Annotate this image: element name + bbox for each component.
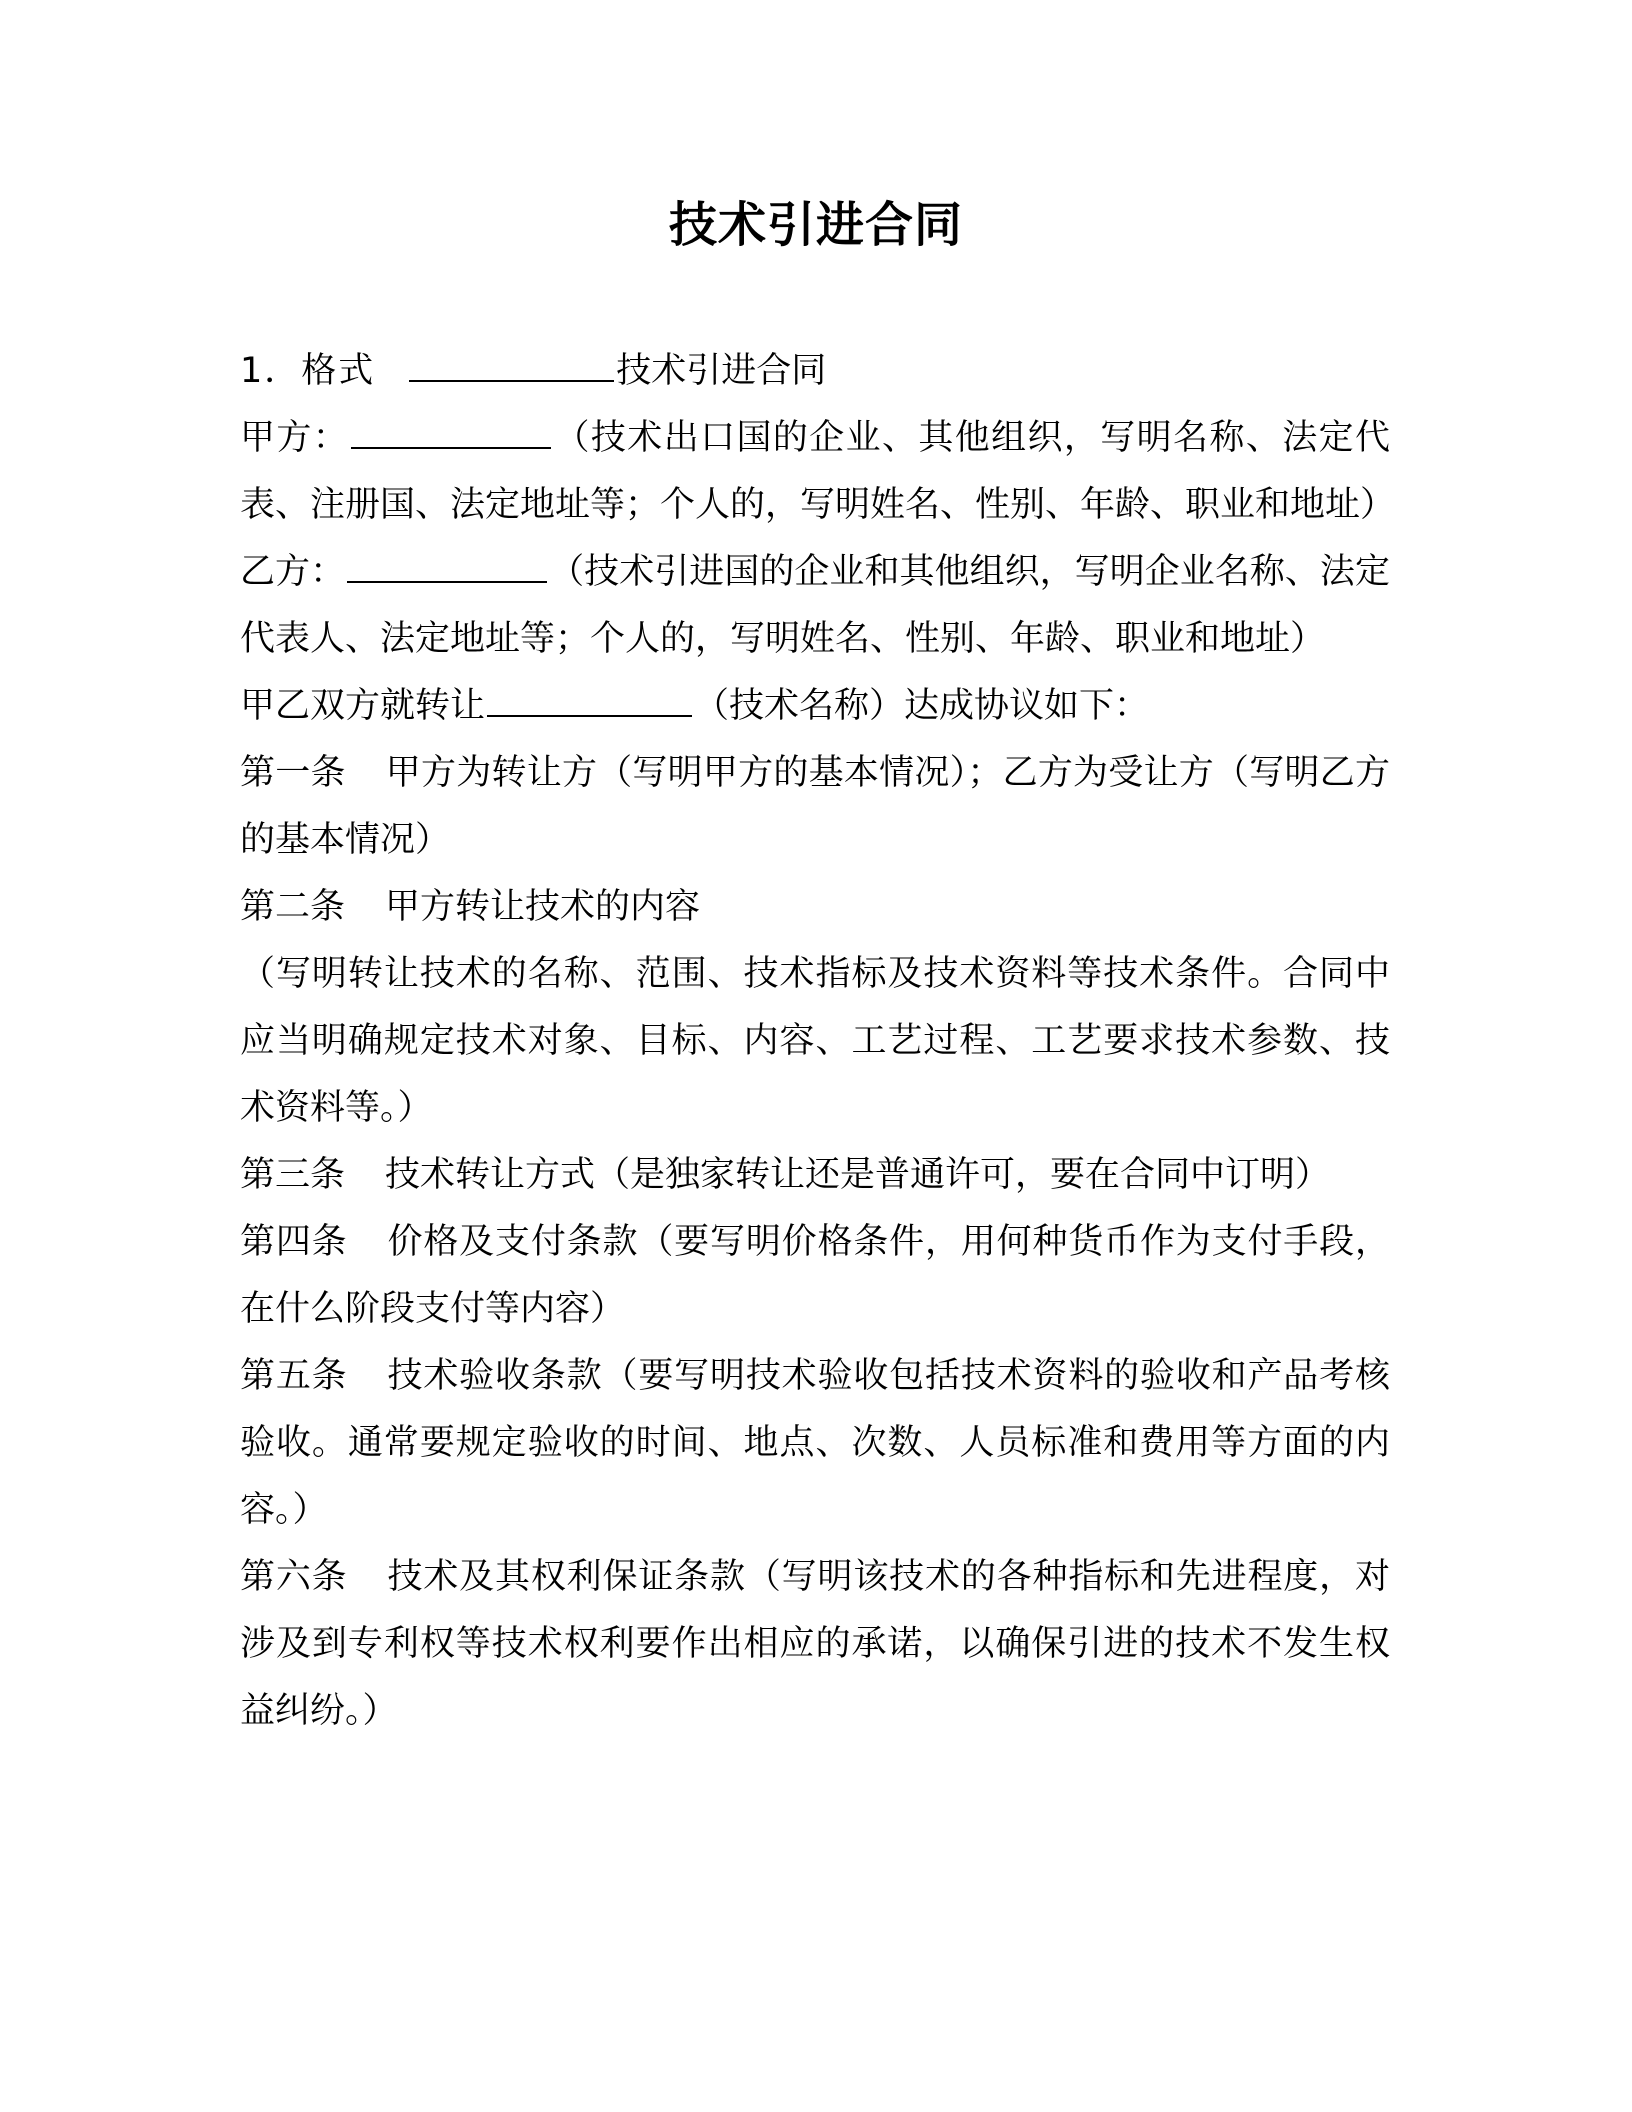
article-head: 第四条 xyxy=(240,1222,348,1262)
party-a-paragraph xyxy=(240,405,1396,539)
article-text: 技术及其权利保证条款（写明该技术的各种指标和先进程度，对涉及到专利权等技术权利要作出相应的承诺，以确保引进的技术不发生权益纠纷。） xyxy=(240,1557,1390,1731)
article-text: 技术转让方式（是独家转让还是普通许可，要在合同中订明） xyxy=(385,1155,1331,1195)
article-head: 第三条 xyxy=(240,1155,346,1195)
agreement-suffix: （技术名称）达成协议如下： xyxy=(694,686,1150,726)
agreement-line xyxy=(240,673,1390,740)
party-a-desc: （技术出口国的企业、其他组织，写明名称、法定代表、注册国、法定地址等；个人的，写明姓名、性别、年龄、职业和地址） xyxy=(240,418,1396,525)
article-1 xyxy=(240,740,1390,874)
article-2-detail xyxy=(240,941,1390,1142)
document-body xyxy=(240,338,1396,1745)
article-head: 第二条 xyxy=(240,887,346,927)
article-text: 甲方转让技术的内容 xyxy=(385,887,701,927)
party-b-paragraph xyxy=(240,539,1390,673)
format-label: 1．格式 xyxy=(240,351,376,391)
article-head: 第一条 xyxy=(240,753,346,793)
party-a-blank xyxy=(351,410,551,449)
article-text: 技术验收条款（要写明技术验收包括技术资料的验收和产品考核验收。通常要规定验收的时间、地点、次数、人员标准和费用等方面的内容。） xyxy=(240,1356,1390,1530)
party-a-label: 甲方： xyxy=(240,418,350,458)
article-text: 价格及支付条款（要写明价格条件，用何种货币作为支付手段，在什么阶段支付等内容） xyxy=(240,1222,1390,1329)
article-6 xyxy=(240,1544,1390,1745)
article-3 xyxy=(240,1142,1390,1209)
party-b-label: 乙方： xyxy=(240,552,346,592)
article-4 xyxy=(240,1209,1390,1343)
format-blank xyxy=(409,343,614,382)
party-b-blank xyxy=(347,544,547,583)
party-b-desc: （技术引进国的企业和其他组织，写明企业名称、法定代表人、法定地址等；个人的，写明姓名、性别、年龄、职业和地址） xyxy=(240,552,1390,659)
article-head: 第六条 xyxy=(240,1557,348,1597)
format-line xyxy=(240,338,1390,405)
article-5 xyxy=(240,1343,1390,1544)
article-head: 第五条 xyxy=(240,1356,348,1396)
article-text: （写明转让技术的名称、范围、技术指标及技术资料等技术条件。合同中应当明确规定技术对象、目标、内容、工艺过程、工艺要求技术参数、技术资料等。） xyxy=(240,954,1390,1128)
agreement-prefix: 甲乙双方就转让 xyxy=(240,686,486,726)
document-title: 技术引进合同 xyxy=(668,197,963,253)
article-text: 甲方为转让方（写明甲方的基本情况）；乙方为受让方（写明乙方的基本情况） xyxy=(240,753,1390,860)
technology-name-blank xyxy=(487,678,692,717)
format-suffix: 技术引进合同 xyxy=(616,351,827,391)
article-2 xyxy=(240,874,1390,941)
